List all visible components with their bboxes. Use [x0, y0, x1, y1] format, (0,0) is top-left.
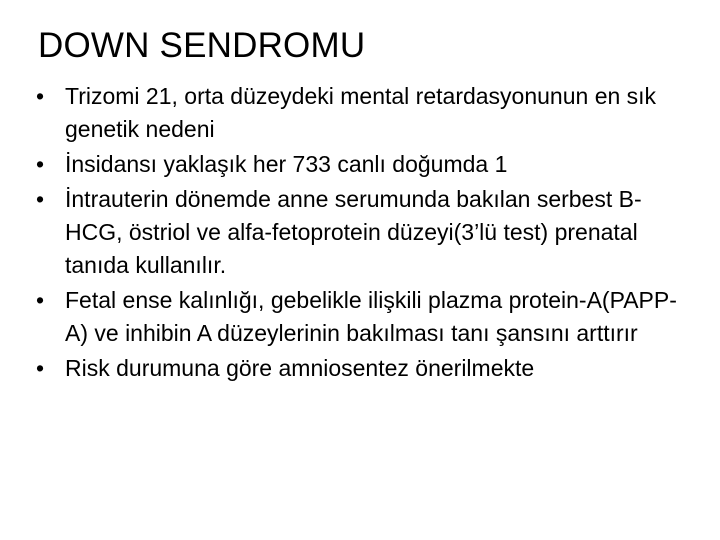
- bullet-text: Fetal ense kalınlığı, gebelikle ilişkili plazma protein-A(PAPP-A) ve inhibin A düzeylerinin bakılması tanı şansını arttırır: [65, 287, 677, 346]
- bullet-item-intrauterin: [36, 183, 696, 282]
- bullet-item-amniosentez: [36, 352, 696, 385]
- bullet-list: [36, 80, 696, 387]
- bullet-dot-icon: •: [36, 287, 45, 313]
- bullet-text: İnsidansı yaklaşık her 733 canlı doğumda 1: [65, 151, 508, 177]
- slide-title: DOWN SENDROMU: [38, 26, 366, 65]
- bullet-item-fetal-ense: [36, 284, 696, 350]
- bullet-text: İntrauterin dönemde anne serumunda bakılan serbest B-HCG, östriol ve alfa-fetoprotein düzeyi(3’lü test) prenatal tanıda kullanılır.: [65, 186, 642, 278]
- bullet-dot-icon: •: [36, 83, 45, 109]
- bullet-dot-icon: •: [36, 186, 45, 212]
- bullet-text: Risk durumuna göre amniosentez önerilmekte: [65, 355, 535, 381]
- bullet-dot-icon: •: [36, 355, 45, 381]
- bullet-text: Trizomi 21, orta düzeydeki mental retardasyonunun en sık genetik nedeni: [65, 83, 657, 142]
- bullet-item-trizomi: [36, 80, 696, 146]
- bullet-item-insidans: [36, 148, 696, 181]
- bullet-dot-icon: •: [36, 151, 45, 177]
